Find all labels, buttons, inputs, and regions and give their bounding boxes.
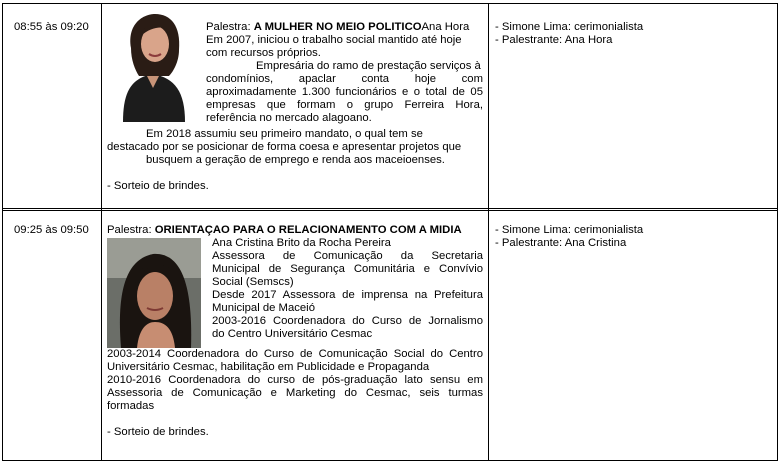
talk-title: A MULHER NO MEIO POLITICO	[253, 21, 422, 33]
bio-line: 2003-2016 Coordenadora do Curso de Jornalismo	[212, 315, 483, 327]
notes-cell	[495, 21, 643, 47]
bio-line: Municipal de Maceió	[212, 302, 315, 314]
bio-line: do Centro Universitário Cesmac	[212, 328, 373, 340]
note-item: - Simone Lima: cerimonialista	[495, 21, 644, 33]
talk-description-continued	[107, 348, 483, 439]
bio-line: referência no mercado alagoano.	[206, 112, 372, 124]
talk-description	[212, 237, 483, 341]
talk-description-continued	[107, 128, 483, 193]
talk-description	[206, 21, 483, 125]
bio-line: Social (Semscs)	[212, 276, 294, 288]
footer-note: - Sorteio de brindes.	[107, 180, 209, 192]
bio-line: com recursos próprios.	[206, 47, 321, 59]
speaker-photo	[107, 238, 201, 348]
notes-cell	[495, 224, 643, 250]
bio-line: destacado por se posicionar de forma coesa e apresentar projetos que	[107, 141, 462, 153]
time-slot: 09:25 às 09:50	[14, 224, 89, 236]
speaker-name: Ana Hora	[421, 21, 470, 33]
column-divider	[488, 3, 489, 460]
bio-line: Assessoria de Comunicação e Marketing do Cesmac, seis turmas	[107, 387, 483, 399]
footer-note: - Sorteio de brindes.	[107, 426, 209, 438]
column-divider	[101, 3, 102, 460]
note-item: - Palestrante: Ana Hora	[495, 34, 613, 46]
bio-line: formadas	[107, 400, 155, 412]
talk-header	[107, 224, 484, 237]
bio-line: Em 2007, iniciou o trabalho social mantido até hoje	[206, 34, 462, 46]
note-item: - Simone Lima: cerimonialista	[495, 224, 644, 236]
bio-line: condomínios, apaclar conta hoje com	[206, 73, 483, 85]
time-slot: 08:55 às 09:20	[14, 21, 89, 33]
bio-line: Desde 2017 Assessora de imprensa na Prefeitura	[212, 289, 483, 301]
bio-line: Municipal de Segurança Comunitária e Convívio	[212, 263, 483, 275]
bio-line: busquem a geração de emprego e renda aos maceioenses.	[146, 154, 445, 166]
bio-line: Universitário Cesmac, habilitação em Publicidade e Propaganda	[107, 361, 430, 373]
bio-line: 2003-2014 Coordenadora do Curso de Comunicação Social do Centro	[107, 348, 483, 360]
speaker-name: Ana Cristina Brito da Rocha Pereira	[212, 237, 391, 249]
row-divider	[2, 208, 777, 211]
bio-line: Empresária do ramo de prestação serviços à	[256, 60, 481, 72]
talk-prefix: Palestra:	[107, 224, 155, 236]
talk-title: ORIENTAÇAO PARA O RELACIONAMENTO COM A MIDIA	[154, 224, 462, 236]
talk-prefix: Palestra:	[206, 21, 254, 33]
speaker-photo	[113, 10, 193, 122]
bio-line: 2010-2016 Coordenadora do curso de pós-graduação lato sensu em	[107, 374, 483, 386]
bio-line: Assessora de Comunicação da Secretaria	[212, 250, 483, 262]
bio-line: Em 2018 assumiu seu primeiro mandato, o qual tem se	[146, 128, 423, 140]
note-item: - Palestrante: Ana Cristina	[495, 237, 627, 249]
bio-line: empresas que formam o grupo Ferreira Hora,	[206, 99, 483, 111]
bio-line: aproximadamente 1.300 funcionários e o total de 05	[206, 86, 483, 98]
